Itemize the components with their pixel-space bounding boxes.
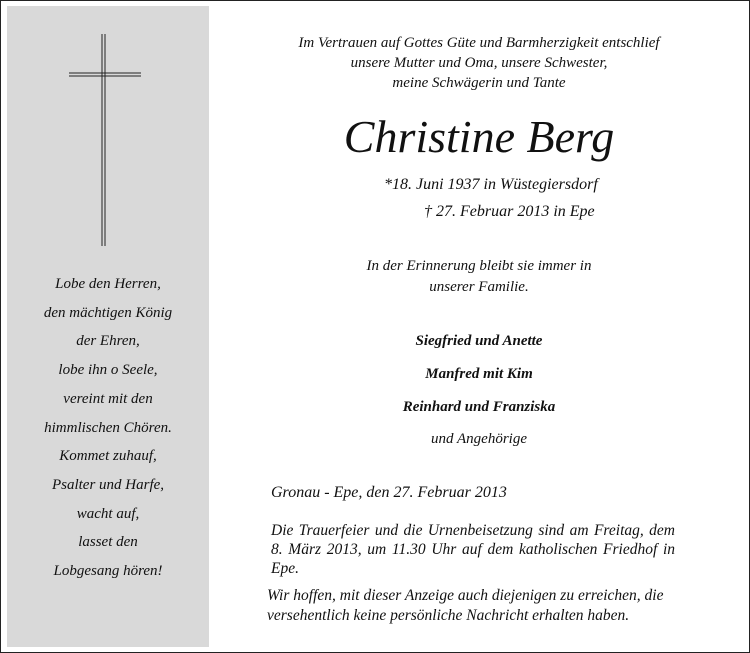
poem-line: Lobgesang hören! (53, 563, 163, 580)
family-member: Siegfried und Anette (415, 333, 543, 349)
poem-line: Psalter und Harfe, (51, 476, 165, 493)
birth-date: *18. Juni 1937 in Wüstegiersdorf (384, 176, 598, 193)
deceased-name: Christine Berg (343, 111, 615, 162)
poem-line: Lobe den Herren, (55, 276, 161, 292)
memory-line-1: In der Erinnerung bleibt sie immer in (366, 258, 592, 274)
memory-line-2: unserer Familie. (429, 279, 529, 295)
funeral-line-3: Epe. (271, 560, 299, 577)
family-member: Manfred mit Kim (425, 366, 533, 382)
intro-text (179, 33, 750, 93)
death-date: † 27. Februar 2013 in Epe (424, 203, 595, 220)
poem-line: himmlischen Chören. (44, 419, 172, 436)
funeral-line-2: 8. März 2013, um 11.30 Uhr auf dem katholischen Friedhof in (271, 541, 675, 558)
sidebar-panel (7, 6, 209, 647)
poem-line: lasset den (78, 534, 138, 551)
family-member: Reinhard und Franziska (402, 399, 556, 415)
poem-line: den mächtigen König (43, 304, 173, 321)
poem-line: vereint mit den (63, 390, 153, 407)
main-content (209, 1, 749, 652)
funeral-info (271, 521, 675, 578)
relatives-text: und Angehörige (431, 431, 527, 447)
poem-line: Kommet zuhauf, (59, 448, 157, 465)
intro-line-2: unsere Mutter und Oma, unsere Schwester, (350, 55, 608, 71)
funeral-line-1: Die Trauerfeier und die Urnenbeisetzung sind am Freitag, dem (271, 522, 675, 539)
note-line-1: Wir hoffen, mit dieser Anzeige auch diejenigen zu erreichen, die (267, 587, 664, 604)
place-date: Gronau - Epe, den 27. Februar 2013 (271, 484, 507, 501)
poem-line: wacht auf, (76, 505, 140, 522)
closing-note (267, 586, 727, 626)
note-line-2: versehentlich keine persönliche Nachricht erhalten haben. (267, 607, 630, 624)
poem-line: lobe ihn o Seele, (58, 362, 158, 379)
memory-text (179, 256, 750, 298)
intro-line-1: Im Vertrauen auf Gottes Güte und Barmherzigkeit entschlief (298, 35, 660, 51)
intro-line-3: meine Schwägerin und Tante (392, 75, 566, 91)
poem-line: der Ehren, (76, 333, 140, 350)
family-list (179, 329, 750, 428)
